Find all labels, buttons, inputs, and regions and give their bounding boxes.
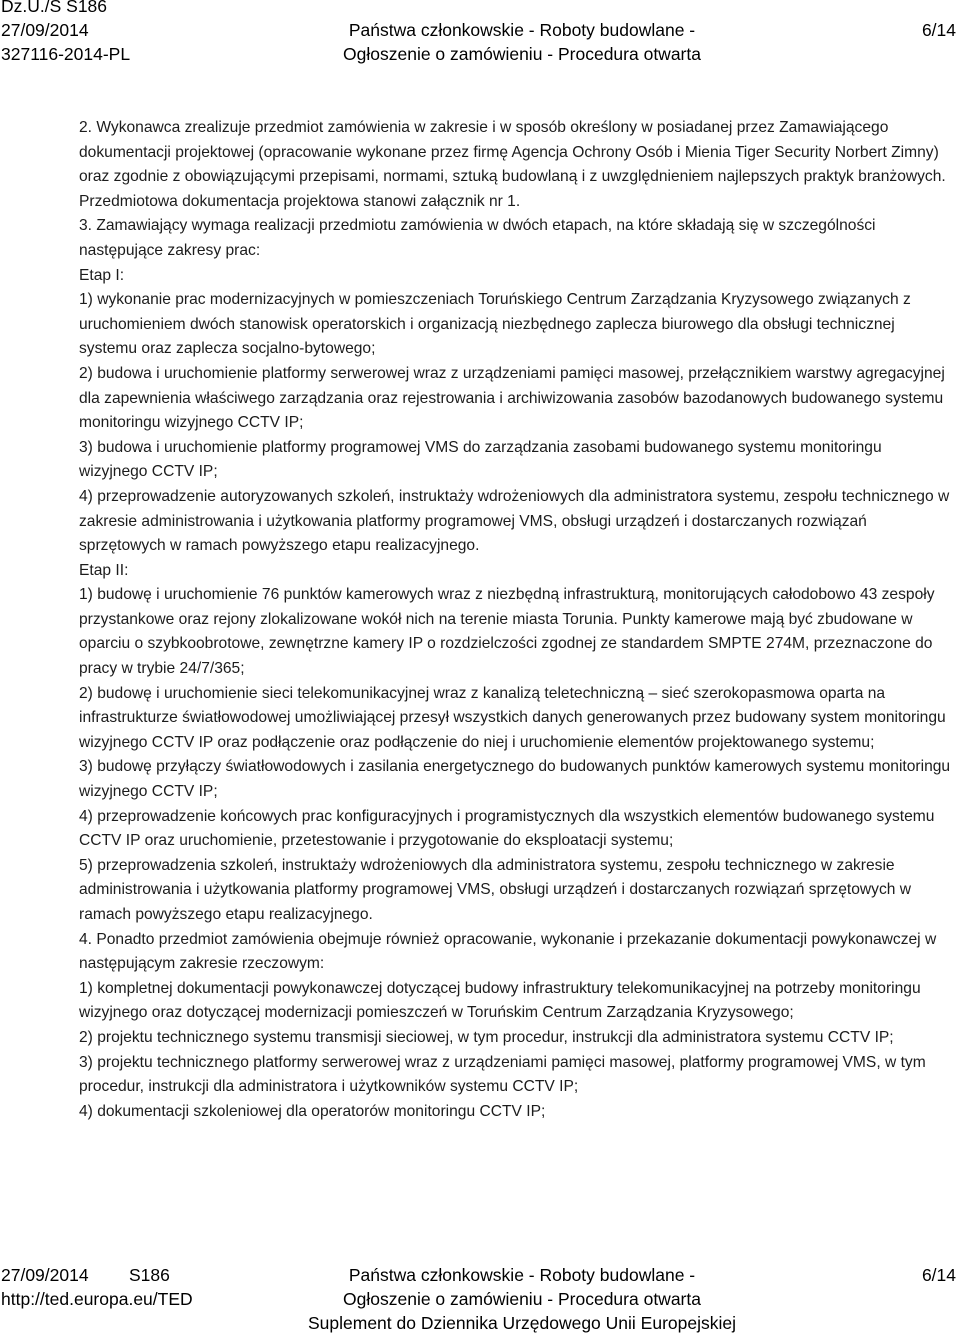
stage-1-item-2: 2) budowa i uruchomienie platformy serwerowej wraz z urządzeniami pamięci masowej, przełącznikiem warstwy agregacyjnej dla zapewnienia właściwego zarządzania oraz rejestrowania i archiwizowania zasobów bazodanowych budowanego systemu monitoringu wizyjnego CCTV IP; xyxy=(79,364,945,432)
header-notice-number: 327116-2014-PL xyxy=(1,44,131,64)
header-title-line2: Ogłoszenie o zamówieniu - Procedura otwarta xyxy=(343,44,701,64)
footer-date: 27/09/2014 xyxy=(1,1265,89,1285)
footer-page-number: 6/14 xyxy=(921,1265,956,1285)
footer-title-line1: Państwa członkowskie - Roboty budowlane - xyxy=(348,1265,696,1285)
footer-title-line2: Ogłoszenie o zamówieniu - Procedura otwarta xyxy=(343,1289,701,1309)
header-left xyxy=(1,0,130,66)
stage-2-item-2: 2) budowę i uruchomienie sieci telekomunikacyjnej wraz z kanalizą teletechniczną – sieć szerokopasmowa oparta na infrastrukturze światłowodowej umożliwiającej przesył wszystkich danych generowanych przez budowany system monitoringu wizyjnego CCTV IP oraz podłączenie oraz podłączenie do niej i uruchomienie elementów projektowanego systemu; xyxy=(79,684,946,751)
stage-1-item-3: 3) budowa i uruchomienie platformy programowej VMS do zarządzania zasobami budowanego systemu monitoringu wizyjnego CCTV IP; xyxy=(79,438,882,481)
stage-1-item-1: 1) wykonanie prac modernizacyjnych w pomieszczeniach Toruńskiego Centrum Zarządzania Kryzysowego związanych z uruchomieniem dwóch stanowisk operatorskich i organizacją niezbędnego zaplecza biurowego dla obsługi technicznej systemu oraz zaplecza socjalno-bytowego; xyxy=(79,291,911,358)
header-page-number: 6/14 xyxy=(921,20,956,40)
documentation-item-3: 3) projektu technicznego platformy serwerowej wraz z urządzeniami pamięci masowej, platformy programowej VMS, w tym procedur, instrukcji dla administratora i użytkowników systemu CCTV IP; xyxy=(79,1053,926,1096)
footer-left xyxy=(1,1263,193,1311)
footer-issue: S186 xyxy=(129,1265,170,1285)
stage-2-item-5: 5) przeprowadzenia szkoleń, instruktaży wdrożeniowych dla administratora systemu, zespołu technicznego w zakresie administrowania i użytkowania platformy programowej VMS, obsługi urządzeń i dostarczanych rozwiązań sprzętowych w ramach powyższego etapu realizacyjnego. xyxy=(79,856,912,923)
footer-title-line3: Suplement do Dziennika Urzędowego Unii Europejskiej xyxy=(307,1313,736,1333)
documentation-item-1: 1) kompletnej dokumentacji powykonawczej dotyczącej budowy infrastruktury telekomunikacyjnej na potrzeby monitoringu wizyjnego oraz dotyczącej modernizacji pomieszczeń w Toruńskim Centrum Zarządzania Kryzysowego; xyxy=(79,979,921,1022)
paragraph-4: 4. Ponadto przedmiot zamówienia obejmuje również opracowanie, wykonanie i przekazanie dokumentacji powykonawczej w następującym zakresie rzeczowym: xyxy=(79,930,937,973)
stage-2-heading: Etap II: xyxy=(79,561,129,579)
header-date: 27/09/2014 xyxy=(1,20,89,40)
documentation-item-2: 2) projektu technicznego systemu transmisji sieciowej, w tym procedur, instrukcji dla administratora systemu CCTV IP; xyxy=(79,1028,894,1046)
page-footer xyxy=(0,1263,960,1334)
footer-center xyxy=(290,1263,754,1335)
paragraph-3: 3. Zamawiający wymaga realizacji przedmiotu zamówienia w dwóch etapach, na które składają się w szczególności następujące zakresy prac: xyxy=(79,217,876,259)
page-header xyxy=(0,0,960,80)
stage-1-heading: Etap I: xyxy=(79,266,125,284)
stage-2-item-3: 3) budowę przyłączy światłowodowych i zasilania energetycznego do budowanych punktów kamerowych systemu monitoringu wizyjnego CCTV IP; xyxy=(79,758,951,801)
document-body xyxy=(79,116,953,1124)
stage-2-item-4: 4) przeprowadzenie końcowych prac konfiguracyjnych i programistycznych dla wszystkich elementów budowanego systemu CCTV IP oraz uruchomienie, przetestowanie i przygotowanie do eksploatacji systemu; xyxy=(79,807,935,850)
documentation-item-4: 4) dokumentacji szkoleniowej dla operatorów monitoringu CCTV IP; xyxy=(79,1102,546,1120)
header-title-line1: Państwa członkowskie - Roboty budowlane - xyxy=(348,20,696,40)
stage-1-item-4: 4) przeprowadzenie autoryzowanych szkoleń, instruktaży wdrożeniowych dla administratora systemu, zespołu technicznego w zakresie administrowania i użytkowania platformy programowej VMS, obsługi urządzeń i dostarczanych rozwiązań sprzętowych w ramach powyższego etapu realizacyjnego. xyxy=(79,487,950,555)
paragraph-2: 2. Wykonawca zrealizuje przedmiot zamówienia w zakresie i w sposób określony w posiadanej przez Zamawiającego dokumentacji projektowej (opracowanie wykonane przez firmę Agencja Ochrony Osób i Mienia Tiger Security Norbert Zimny) oraz zgodnie z obowiązującymi przepisami, normami, sztuką budowlaną i z uwzględnieniem najlepszych praktyk branżowych. Przedmiotowa dokumentacja projektowa stanowi załącznik nr 1. xyxy=(79,119,946,210)
header-reference: Dz.U./S S186 xyxy=(1,0,108,16)
header-center xyxy=(330,18,714,66)
stage-2-item-1: 1) budowę i uruchomienie 76 punktów kamerowych wraz z niezbędną infrastrukturą, monitorujących całodobowo 43 zespoły przystankowe oraz rejony zlokalizowane wokół nich na terenie miasta Torunia. Punkty kamerowe mają być zbudowane w oparciu o szybkoobrotowe, zewnętrzne kamery IP o rozdzielczości zgodnej ze standardem SMPTE 274M, przeznaczone do pracy w trybie 24/7/365; xyxy=(79,586,935,678)
footer-url: http://ted.europa.eu/TED xyxy=(1,1289,193,1309)
